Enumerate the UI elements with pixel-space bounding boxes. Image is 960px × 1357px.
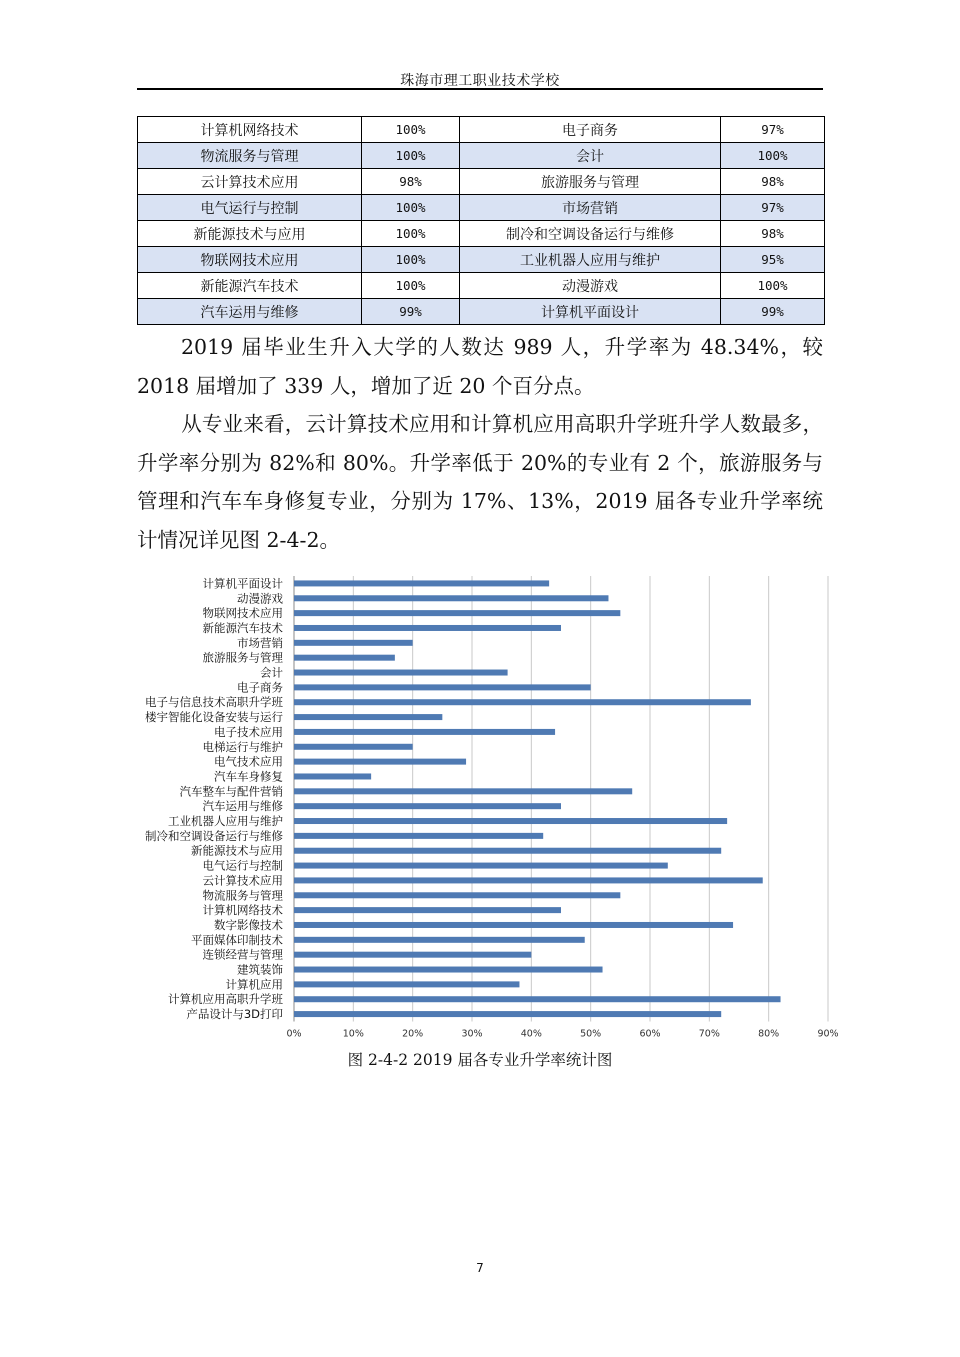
table-row [138, 195, 825, 221]
bar [294, 714, 442, 720]
table-cell-major: 计算机平面设计 [460, 299, 721, 325]
bar [294, 729, 555, 735]
category-label: 市场营销 [237, 635, 283, 650]
table-cell-rate: 100% [362, 143, 460, 169]
table-cell-rate: 100% [721, 273, 825, 299]
page-number: 7 [476, 1261, 484, 1275]
table-row [138, 299, 825, 325]
bar [294, 833, 543, 839]
rate-bar-chart [130, 572, 840, 1048]
table-cell-rate: 98% [721, 221, 825, 247]
table-cell-major: 旅游服务与管理 [460, 169, 721, 195]
table-cell-major: 物联网技术应用 [138, 247, 362, 273]
table-cell-rate: 100% [362, 273, 460, 299]
table-cell-major: 动漫游戏 [460, 273, 721, 299]
header-rule [137, 88, 823, 90]
bar [294, 595, 608, 601]
x-tick-label: 70% [698, 1028, 720, 1040]
table-cell-major: 电子商务 [460, 117, 721, 143]
x-tick-label: 20% [402, 1028, 424, 1040]
x-tick-label: 50% [580, 1028, 602, 1040]
table-row [138, 143, 825, 169]
bar [294, 996, 781, 1002]
bar [294, 610, 620, 616]
category-label: 平面媒体印制技术 [191, 932, 283, 947]
figure-caption: 图 2-4-2 2019 届各专业升学率统计图 [347, 1051, 613, 1069]
category-label: 制冷和空调设备运行与维修 [145, 828, 283, 843]
category-label: 数字影像技术 [214, 917, 283, 932]
bar [294, 1011, 721, 1017]
paragraph-2 [137, 405, 823, 559]
table-cell-rate: 98% [721, 169, 825, 195]
table-cell-major: 会计 [460, 143, 721, 169]
bar [294, 625, 561, 631]
table-cell-rate: 95% [721, 247, 825, 273]
bar [294, 699, 751, 705]
category-label: 计算机平面设计 [202, 576, 283, 591]
bar [294, 670, 508, 676]
category-label: 新能源技术与应用 [191, 843, 283, 858]
table-cell-rate: 100% [362, 247, 460, 273]
bar [294, 981, 519, 987]
x-tick-label: 90% [817, 1028, 839, 1040]
category-label: 电子技术应用 [214, 724, 283, 739]
table-row [138, 117, 825, 143]
category-label: 物联网技术应用 [202, 606, 283, 621]
table-cell-rate: 98% [362, 169, 460, 195]
bar [294, 877, 763, 883]
bar [294, 744, 413, 750]
bar [294, 937, 585, 943]
table-cell-rate: 97% [721, 195, 825, 221]
category-label: 电气技术应用 [214, 754, 283, 769]
bar [294, 863, 668, 869]
category-label: 汽车运用与维修 [202, 799, 283, 814]
table-cell-major: 新能源技术与应用 [138, 221, 362, 247]
paragraph-1-text: 2019 届毕业生升入大学的人数达 989 人，升学率为 48.34%，较 2018 届增加了 339 人，增加了近 20 个百分点。 [137, 335, 823, 398]
table-cell-major: 汽车运用与维修 [138, 299, 362, 325]
table-cell-rate: 99% [362, 299, 460, 325]
x-tick-label: 40% [520, 1028, 542, 1040]
bar [294, 818, 727, 824]
bar [294, 952, 531, 958]
bar [294, 907, 561, 913]
x-tick-label: 60% [639, 1028, 661, 1040]
rates-table [137, 116, 825, 325]
category-label: 连锁经营与管理 [202, 947, 283, 962]
table-cell-major: 云计算技术应用 [138, 169, 362, 195]
page-header-title: 珠海市理工职业技术学校 [400, 73, 560, 89]
table-cell-rate: 99% [721, 299, 825, 325]
category-label: 会计 [260, 665, 283, 680]
category-label: 电梯运行与维护 [202, 739, 283, 754]
category-label: 云计算技术应用 [202, 873, 283, 888]
category-label: 计算机应用高职升学班 [168, 992, 283, 1007]
category-label: 新能源汽车技术 [202, 620, 283, 635]
table-cell-major: 计算机网络技术 [138, 117, 362, 143]
bar [294, 684, 591, 690]
table-row [138, 273, 825, 299]
bar [294, 967, 603, 973]
bar [294, 655, 395, 661]
category-label: 物流服务与管理 [202, 888, 283, 903]
category-label: 计算机应用 [225, 977, 283, 992]
x-tick-label: 30% [461, 1028, 483, 1040]
x-tick-label: 80% [758, 1028, 780, 1040]
bar [294, 759, 466, 765]
table-cell-major: 工业机器人应用与维护 [460, 247, 721, 273]
table-cell-rate: 97% [721, 117, 825, 143]
x-tick-label: 10% [342, 1028, 364, 1040]
category-label: 电子与信息技术高职升学班 [145, 695, 283, 710]
category-label: 楼宇智能化设备安装与运行 [145, 710, 283, 725]
table-cell-rate: 100% [362, 117, 460, 143]
bar [294, 788, 632, 794]
table-cell-major: 制冷和空调设备运行与维修 [460, 221, 721, 247]
category-label: 建筑装饰 [237, 962, 283, 977]
bar [294, 773, 371, 779]
category-label: 电气运行与控制 [202, 858, 283, 873]
bar [294, 922, 733, 928]
table-cell-rate: 100% [362, 221, 460, 247]
paragraph-2-text: 从专业来看，云计算技术应用和计算机应用高职升学班升学人数最多，升学率分别为 82%和 80%。升学率低于 20%的专业有 2 个，旅游服务与管理和汽车车身修复专业，分别为 17%、13%，2019 届各专业升学率统计情况详见图 2-4-2。 [137, 412, 823, 552]
category-label: 产品设计与3D打印 [186, 1007, 283, 1022]
paragraph-1 [137, 328, 823, 405]
bar [294, 892, 620, 898]
category-label: 计算机网络技术 [202, 903, 283, 918]
table-row [138, 169, 825, 195]
category-label: 工业机器人应用与维护 [168, 814, 283, 829]
category-label: 电子商务 [237, 680, 283, 695]
category-label: 汽车整车与配件营销 [179, 784, 283, 799]
table-cell-major: 新能源汽车技术 [138, 273, 362, 299]
table-cell-major: 物流服务与管理 [138, 143, 362, 169]
table-row [138, 247, 825, 273]
bar [294, 580, 549, 586]
x-tick-label: 0% [286, 1028, 302, 1040]
table-cell-major: 电气运行与控制 [138, 195, 362, 221]
category-label: 旅游服务与管理 [202, 650, 283, 665]
table-cell-major: 市场营销 [460, 195, 721, 221]
bar [294, 803, 561, 809]
table-cell-rate: 100% [362, 195, 460, 221]
table-cell-rate: 100% [721, 143, 825, 169]
table-row [138, 221, 825, 247]
bar [294, 848, 721, 854]
category-label: 汽车车身修复 [214, 769, 283, 784]
category-label: 动漫游戏 [237, 591, 283, 606]
bar [294, 640, 413, 646]
